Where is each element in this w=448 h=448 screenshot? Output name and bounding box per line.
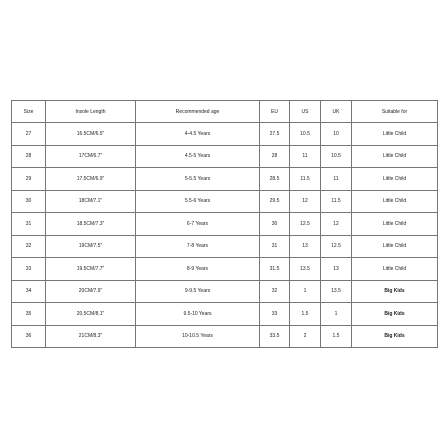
suitable-for-cell: Big Kids bbox=[352, 325, 438, 348]
us-cell: 13 bbox=[290, 235, 321, 258]
size-cell: 31 bbox=[12, 213, 46, 236]
us-cell: 13.5 bbox=[290, 258, 321, 281]
insole-length-cell: 20CM/7.9" bbox=[46, 280, 136, 303]
size-chart-table bbox=[11, 100, 438, 348]
size-cell: 34 bbox=[12, 280, 46, 303]
recommended-age-cell: 5.5-6 Years bbox=[136, 190, 260, 213]
recommended-age-cell: 4-4.5 Years bbox=[136, 123, 260, 146]
suitable-for-cell: Big Kids bbox=[352, 303, 438, 326]
suitable-for-cell: Little Child bbox=[352, 145, 438, 168]
insole-length-cell: 18CM/7.1" bbox=[46, 190, 136, 213]
recommended-age-cell: 10-10.5 Years bbox=[136, 325, 260, 348]
header-row bbox=[12, 101, 438, 123]
size-cell: 32 bbox=[12, 235, 46, 258]
insole-length-cell: 19CM/7.5" bbox=[46, 235, 136, 258]
suitable-for-cell: Little Child bbox=[352, 235, 438, 258]
eu-cell: 27.5 bbox=[260, 123, 290, 146]
uk-cell: 1 bbox=[321, 303, 352, 326]
size-cell: 27 bbox=[12, 123, 46, 146]
uk-cell: 13 bbox=[321, 258, 352, 281]
table-row bbox=[12, 258, 438, 281]
recommended-age-cell: 8-9 Years bbox=[136, 258, 260, 281]
insole-length-cell: 17.5CM/6.9" bbox=[46, 168, 136, 191]
eu-cell: 31.5 bbox=[260, 258, 290, 281]
eu-cell: 31 bbox=[260, 235, 290, 258]
size-cell: 29 bbox=[12, 168, 46, 191]
eu-cell: 32 bbox=[260, 280, 290, 303]
table-row bbox=[12, 145, 438, 168]
us-cell: 1 bbox=[290, 280, 321, 303]
recommended-age-cell: 7-8 Years bbox=[136, 235, 260, 258]
us-cell: 1.5 bbox=[290, 303, 321, 326]
us-cell: 10.5 bbox=[290, 123, 321, 146]
eu-cell: 33 bbox=[260, 303, 290, 326]
size-cell: 30 bbox=[12, 190, 46, 213]
eu-cell: 30 bbox=[260, 213, 290, 236]
header-size: Size bbox=[12, 101, 46, 123]
uk-cell: 10 bbox=[321, 123, 352, 146]
recommended-age-cell: 9.5-10 Years bbox=[136, 303, 260, 326]
insole-length-cell: 20.5CM/8.1" bbox=[46, 303, 136, 326]
suitable-for-cell: Little Child bbox=[352, 123, 438, 146]
table-row bbox=[12, 325, 438, 348]
us-cell: 11 bbox=[290, 145, 321, 168]
header-uk: UK bbox=[321, 101, 352, 123]
recommended-age-cell: 6-7 Years bbox=[136, 213, 260, 236]
suitable-for-cell: Little Child bbox=[352, 213, 438, 236]
insole-length-cell: 17CM/6.7" bbox=[46, 145, 136, 168]
size-cell: 35 bbox=[12, 303, 46, 326]
header-eu: EU bbox=[260, 101, 290, 123]
size-cell: 28 bbox=[12, 145, 46, 168]
insole-length-cell: 19.5CM/7.7" bbox=[46, 258, 136, 281]
suitable-for-cell: Big Kids bbox=[352, 280, 438, 303]
us-cell: 2 bbox=[290, 325, 321, 348]
insole-length-cell: 16.5CM/6.5" bbox=[46, 123, 136, 146]
eu-cell: 33.5 bbox=[260, 325, 290, 348]
header-suitable-for: Suitable for bbox=[352, 101, 438, 123]
eu-cell: 28 bbox=[260, 145, 290, 168]
insole-length-cell: 21CM/8.3" bbox=[46, 325, 136, 348]
table-row bbox=[12, 303, 438, 326]
recommended-age-cell: 4.5-5 Years bbox=[136, 145, 260, 168]
uk-cell: 12.5 bbox=[321, 235, 352, 258]
us-cell: 12.5 bbox=[290, 213, 321, 236]
table-row bbox=[12, 235, 438, 258]
us-cell: 11.5 bbox=[290, 168, 321, 191]
table-row bbox=[12, 123, 438, 146]
suitable-for-cell: Little Child bbox=[352, 258, 438, 281]
suitable-for-cell: Little Child bbox=[352, 168, 438, 191]
uk-cell: 13.5 bbox=[321, 280, 352, 303]
header-insole-length: Insole Length bbox=[46, 101, 136, 123]
uk-cell: 10.5 bbox=[321, 145, 352, 168]
suitable-for-cell: Little Child bbox=[352, 190, 438, 213]
uk-cell: 11 bbox=[321, 168, 352, 191]
table-row bbox=[12, 190, 438, 213]
table-row bbox=[12, 280, 438, 303]
recommended-age-cell: 9-9.5 Years bbox=[136, 280, 260, 303]
recommended-age-cell: 5-5.5 Years bbox=[136, 168, 260, 191]
size-cell: 33 bbox=[12, 258, 46, 281]
table-row bbox=[12, 168, 438, 191]
eu-cell: 28.5 bbox=[260, 168, 290, 191]
us-cell: 12 bbox=[290, 190, 321, 213]
header-us: US bbox=[290, 101, 321, 123]
size-cell: 36 bbox=[12, 325, 46, 348]
eu-cell: 29.5 bbox=[260, 190, 290, 213]
table-row bbox=[12, 213, 438, 236]
header-recommended-age: Recommended age bbox=[136, 101, 260, 123]
uk-cell: 12 bbox=[321, 213, 352, 236]
uk-cell: 1.5 bbox=[321, 325, 352, 348]
insole-length-cell: 18.5CM/7.3" bbox=[46, 213, 136, 236]
uk-cell: 11.5 bbox=[321, 190, 352, 213]
